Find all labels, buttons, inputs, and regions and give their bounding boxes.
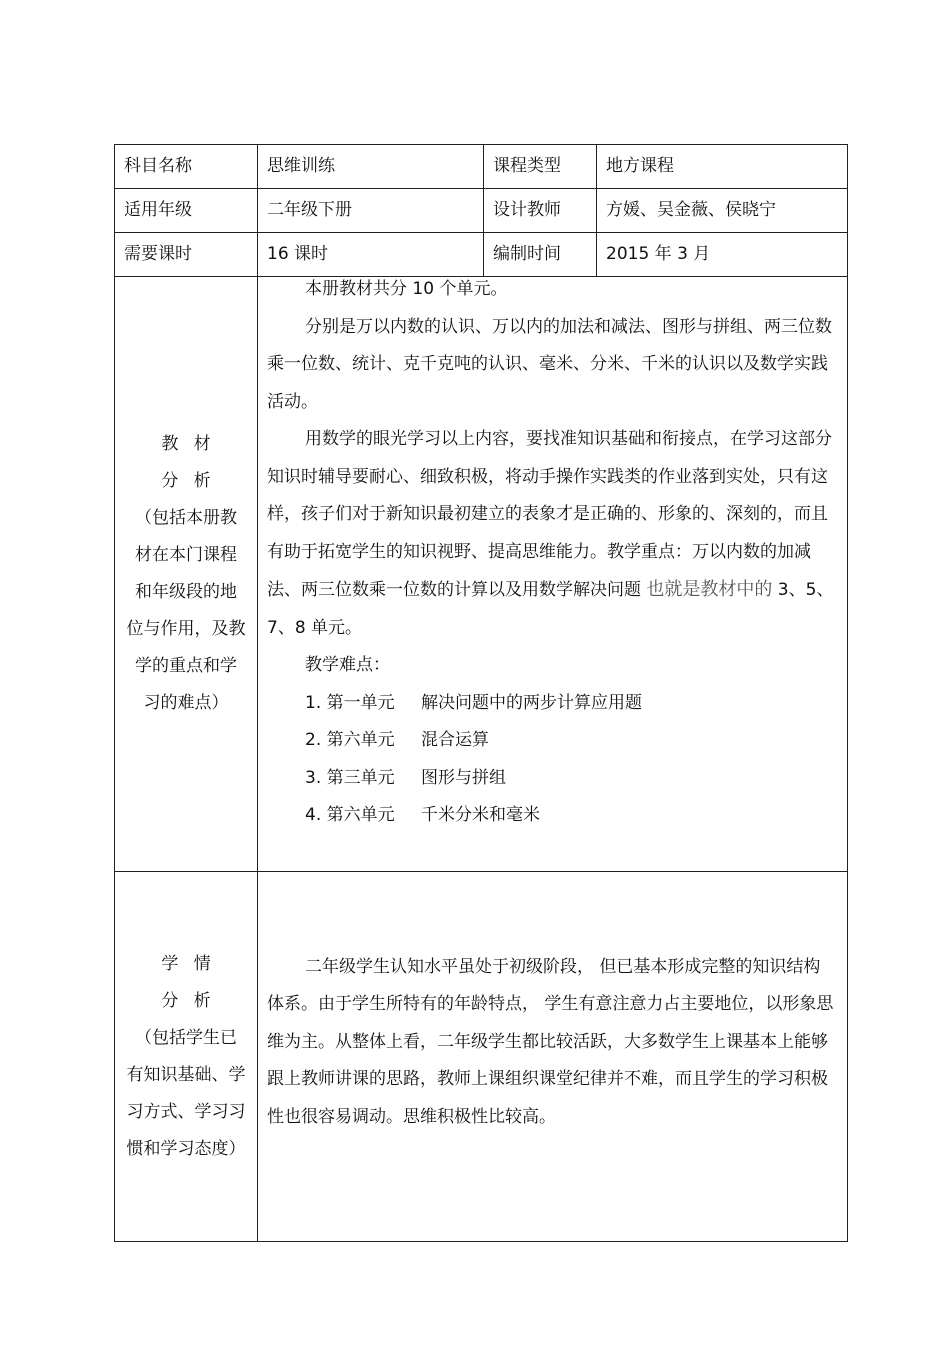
student-analysis-content: [258, 872, 848, 1242]
material-analysis-row: [115, 277, 848, 872]
label-date: 编制时间: [484, 233, 597, 277]
material-paragraph-topics: 分别是万以内数的认识、万以内的加法和减法、图形与拼组、两三位数乘一位数、统计、克千克吨的认识、毫米、分米、千米的认识以及数学实践活动。: [267, 316, 832, 412]
lesson-plan-table: [114, 144, 848, 1242]
material-analysis-label: 教材 分析 （包括本册教 材在本门课程 和年级段的地 位与作用，及教 学的重点和学 习的难点）: [115, 277, 258, 872]
list-item: 4. 第六单元 千米分米和毫米: [305, 805, 540, 825]
material-paragraph-units: 本册教材共分 10 个单元。: [305, 279, 508, 299]
difficulty-list: [267, 685, 835, 835]
student-paragraph: 二年级学生认知水平虽处于初级阶段， 但已基本形成完整的知识结构体系。由于学生所特有的年龄特点， 学生有意注意力占主要地位，以形象思维为主。从整体上看，二年级学生都比较活跃，大多数学生上课基本上能够跟上教师讲课的思路，教师上课组织课堂纪律并不难，而且学生的学习积极性也很容易调动。思维积极性比较高。: [267, 956, 834, 1127]
material-paragraph-focus: 用数学的眼光学习以上内容，要找准知识基础和衔接点，在学习这部分知识时辅导要耐心、细致积极，将动手操作实践类的作业落到实处，只有这样，孩子们对于新知识最初建立的表象才是正确的、形象的、深刻的，而且有助于拓宽学生的知识视野、提高思维能力。教学重点：万以内数的加减法、两三位数乘一位数的计算以及用数学解决问题 也就是教材中的 3、5、7、8 单元。: [267, 429, 834, 638]
value-hours: 16 课时: [258, 233, 484, 277]
list-item: 3. 第三单元 图形与拼组: [305, 767, 506, 788]
label-grade: 适用年级: [115, 189, 258, 233]
label-hours: 需要课时: [115, 233, 258, 277]
label-teacher: 设计教师: [484, 189, 597, 233]
list-item: 2. 第六单元 混合运算: [305, 730, 489, 750]
highlight-note: 也就是教材中的: [646, 579, 773, 600]
header-row-grade: [115, 189, 848, 233]
label-subject: 科目名称: [115, 145, 258, 189]
material-analysis-content: [258, 277, 848, 872]
value-subject: 思维训练: [258, 145, 484, 189]
student-analysis-row: [115, 872, 848, 1242]
header-row-subject: [115, 145, 848, 189]
label-course-type: 课程类型: [484, 145, 597, 189]
header-row-hours: [115, 233, 848, 277]
value-teacher: 方媛、吴金薇、侯晓宁: [597, 189, 848, 233]
value-date: 2015 年 3 月: [597, 233, 848, 277]
difficulty-title: 教学难点：: [305, 655, 390, 675]
lesson-plan-sheet: [114, 144, 847, 1242]
student-analysis-label: 学情 分析 （包括学生已 有知识基础、学 习方式、学习习 惯和学习态度）: [115, 872, 258, 1242]
value-course-type: 地方课程: [597, 145, 848, 189]
list-item: 1. 第一单元 解决问题中的两步计算应用题: [305, 692, 642, 713]
value-grade: 二年级下册: [258, 189, 484, 233]
